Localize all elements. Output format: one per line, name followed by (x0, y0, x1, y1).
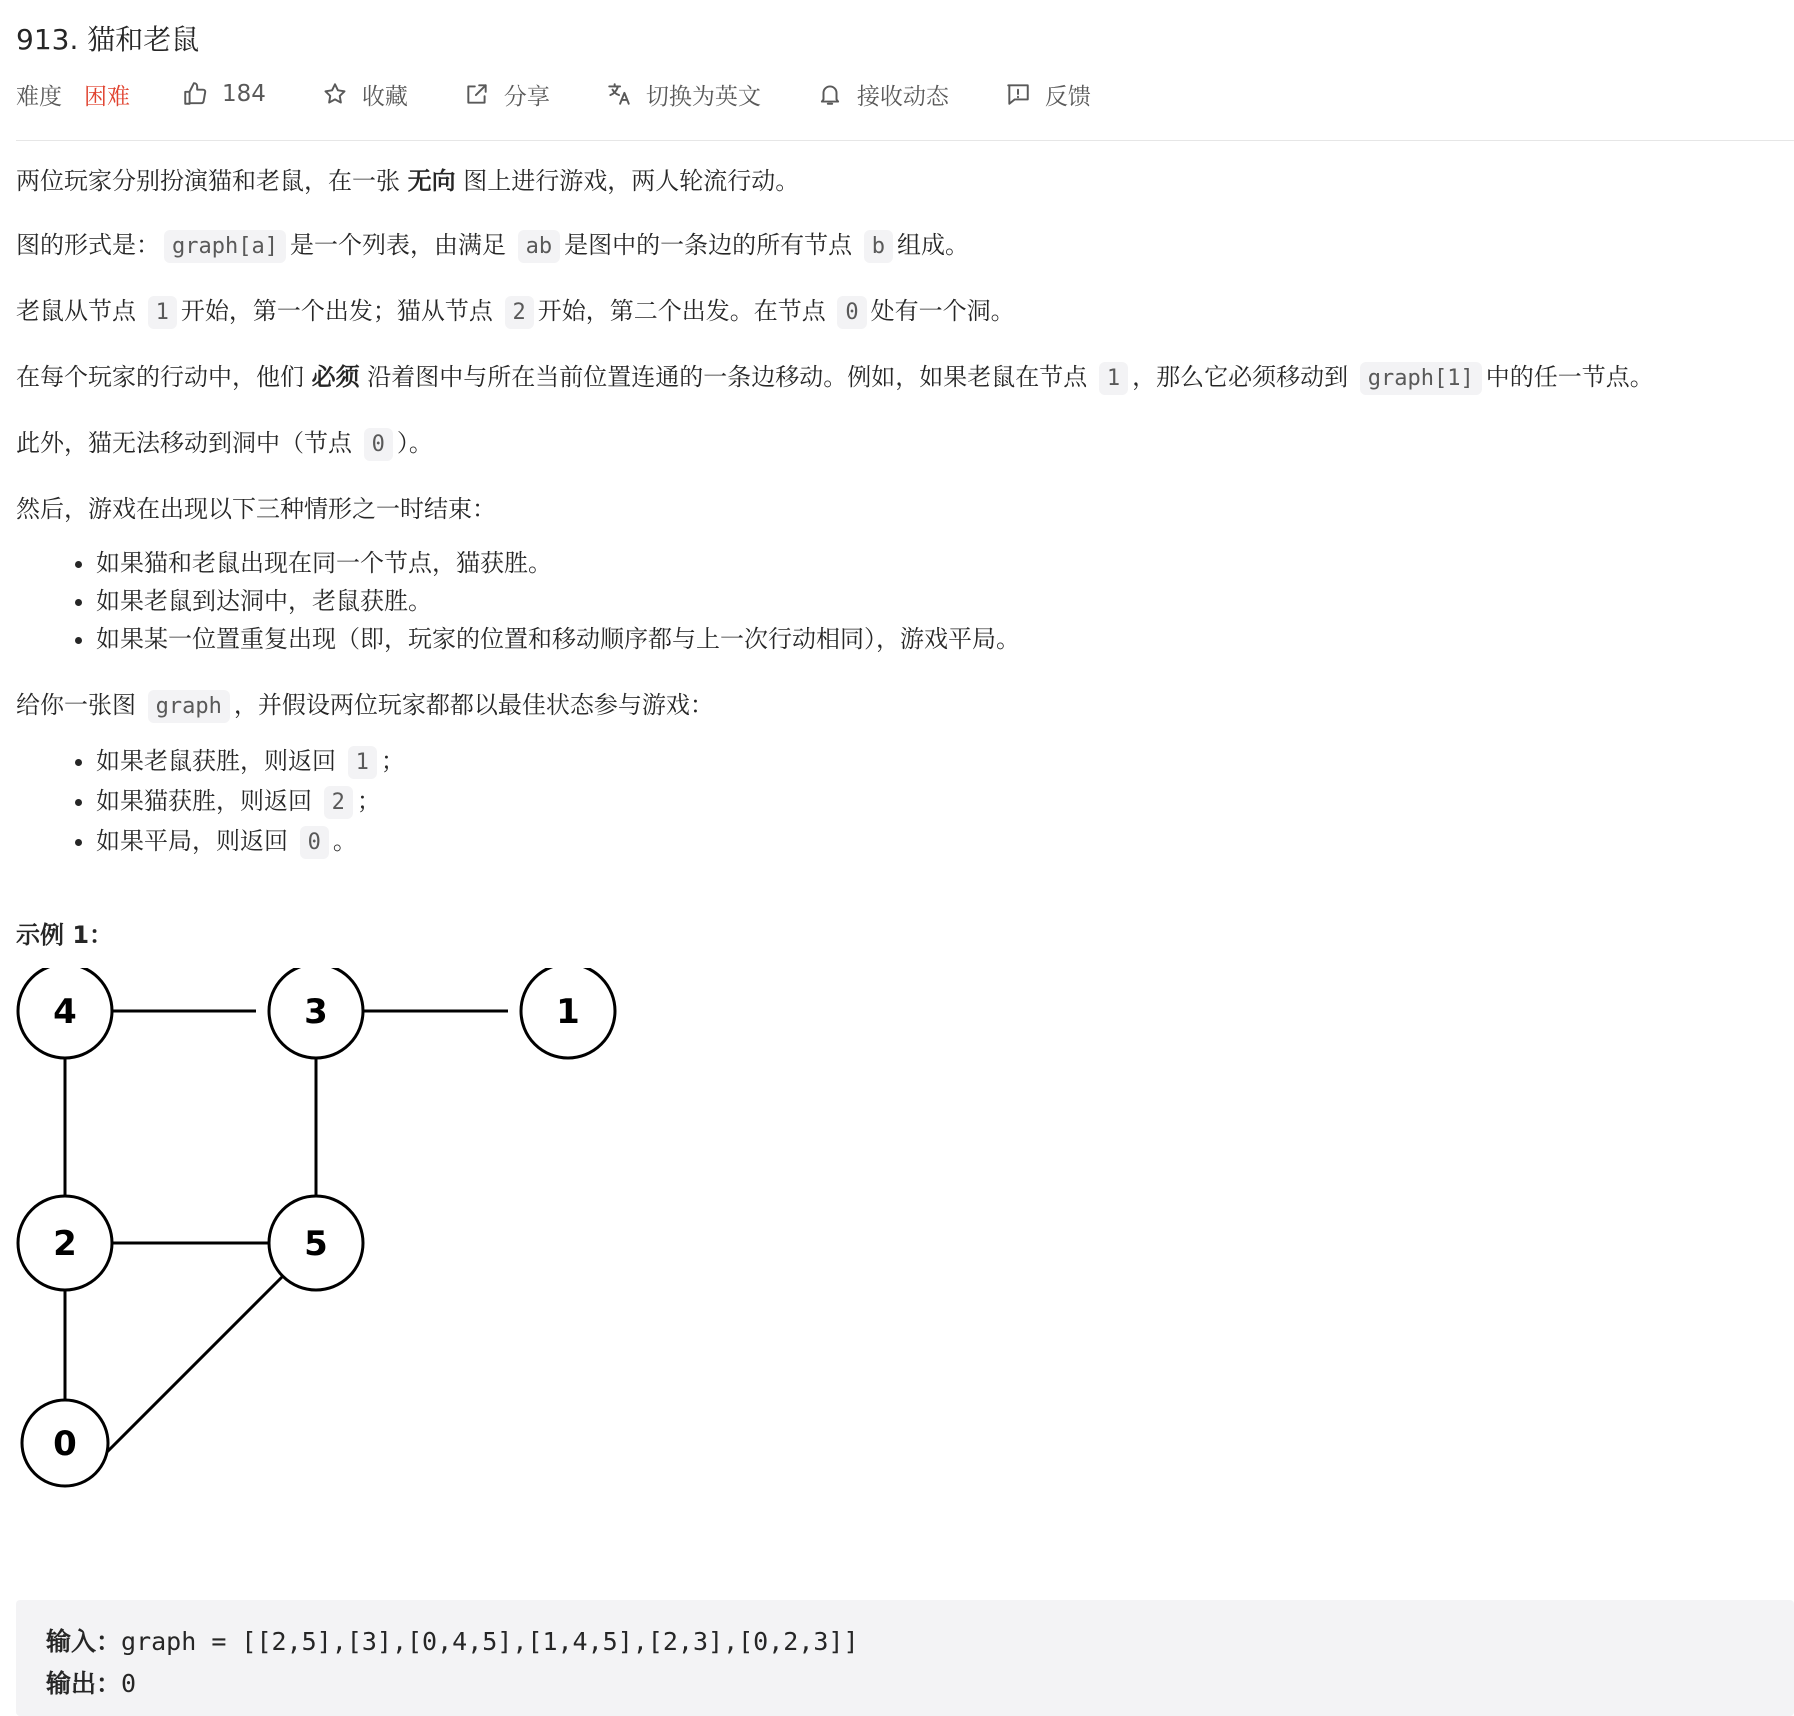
text: 开始，第二个出发。在节点 (537, 297, 834, 325)
list-item (96, 822, 1794, 862)
list-item: • 如果老鼠到达洞中，老鼠获胜。 (96, 582, 1794, 620)
text: ，并假设两位玩家都都以最佳状态参与游戏： (233, 691, 714, 719)
text: 图的形式是： (16, 231, 160, 259)
inline-code: 0 (300, 826, 329, 859)
share-icon (464, 81, 490, 107)
like-button[interactable] (182, 81, 266, 107)
inline-code: 0 (837, 296, 866, 329)
node-label: 0 (53, 1424, 77, 1464)
return-values-list (16, 742, 1794, 862)
inline-code: graph[a] (164, 230, 286, 263)
node-label: 4 (53, 992, 77, 1032)
share-button[interactable] (464, 78, 550, 111)
favorite-button[interactable] (322, 78, 408, 111)
paragraph-intro (16, 164, 1794, 198)
graph-node-5 (269, 1196, 363, 1290)
inline-code: b (864, 230, 893, 263)
node-label: 1 (556, 992, 580, 1032)
paragraph-move-rule (16, 360, 1794, 396)
list-item (96, 782, 1794, 822)
feedback-button[interactable] (1005, 78, 1091, 111)
inline-code: 1 (348, 746, 377, 779)
paragraph-hole-rule (16, 426, 1794, 462)
text: 中的任一节点。 (1485, 363, 1654, 391)
inline-code: graph (148, 690, 230, 723)
graph-node-3 (269, 968, 363, 1058)
text: 是一个列表，由满足 (289, 231, 514, 259)
text: ； (380, 747, 405, 775)
node-label: 5 (304, 1224, 328, 1264)
text: 如果平局，则返回 (96, 827, 296, 855)
emphasis: 无向 (407, 167, 456, 195)
node-label: 2 (53, 1224, 77, 1264)
example-input-line (46, 1622, 859, 1658)
problem-meta-bar (16, 72, 1147, 116)
text: 老鼠从节点 (16, 297, 144, 325)
inline-code: 0 (364, 428, 393, 461)
input-value: graph = [[2,5],[3],[0,4,5],[1,4,5],[2,3],[0,2,3]] (121, 1627, 859, 1656)
text: 组成。 (897, 231, 969, 259)
header-divider (16, 140, 1794, 141)
end-conditions-list (16, 544, 1794, 658)
inline-code: 2 (324, 786, 353, 819)
subscribe-button[interactable] (817, 78, 949, 111)
graph-node-0 (22, 1400, 108, 1486)
favorite-label: 收藏 (361, 83, 408, 110)
paragraph-end-intro: 然后，游戏在出现以下三种情形之一时结束： (16, 495, 496, 523)
text: ）。 (396, 429, 433, 457)
translate-icon (606, 81, 632, 107)
text: 是图中的一条边的所有节点 (564, 231, 860, 259)
text: ，那么它必须移动到 (1132, 363, 1356, 391)
output-value: 0 (121, 1669, 137, 1698)
example-label: 示例 1： (16, 921, 114, 949)
text: 沿着图中与所在当前位置连通的一条边移动。例如，如果老鼠在节点 (359, 363, 1095, 391)
problem-title: 913. 猫和老鼠 (16, 23, 200, 56)
example-graph (16, 968, 656, 1488)
text: 在每个玩家的行动中，他们 (16, 363, 312, 391)
text: 如果猫获胜，则返回 (96, 787, 320, 815)
text: 此外，猫无法移动到洞中（节点 (16, 429, 360, 457)
translate-label: 切换为英文 (645, 83, 761, 110)
inline-code: 2 (505, 296, 534, 329)
edge-5-0 (98, 1276, 283, 1461)
paragraph-graph-format (16, 228, 1794, 264)
text: 给你一张图 (16, 691, 144, 719)
feedback-icon (1005, 81, 1031, 107)
difficulty-label: 难度 (16, 83, 62, 110)
graph-node-2 (18, 1196, 112, 1290)
star-icon (322, 81, 348, 107)
text: 如果老鼠获胜，则返回 (96, 747, 344, 775)
share-label: 分享 (503, 83, 550, 110)
like-count: 184 (222, 81, 266, 107)
subscribe-label: 接收动态 (856, 83, 949, 110)
bell-icon (817, 81, 843, 107)
input-label: 输入： (46, 1627, 122, 1656)
text: 。 (332, 827, 357, 855)
example-output-line (46, 1664, 136, 1700)
text: 两位玩家分别扮演猫和老鼠，在一张 (16, 167, 408, 195)
feedback-label: 反馈 (1044, 83, 1091, 110)
example-io-block (16, 1600, 1794, 1716)
text: 开始，第一个出发；猫从节点 (180, 297, 501, 325)
emphasis: 必须 (311, 363, 360, 391)
text: ； (356, 787, 381, 815)
node-label: 3 (304, 992, 328, 1032)
list-item: • 如果猫和老鼠出现在同一个节点，猫获胜。 (96, 544, 1794, 582)
inline-code: graph[1] (1360, 362, 1482, 395)
paragraph-given (16, 688, 1794, 724)
inline-code: 1 (1099, 362, 1128, 395)
list-item: • 如果某一位置重复出现（即，玩家的位置和移动顺序都与上一次行动相同），游戏平局。 (96, 620, 1794, 658)
inline-code: 1 (148, 296, 177, 329)
problem-description (16, 164, 1794, 1488)
output-label: 输出： (46, 1669, 122, 1698)
graph-node-1 (521, 968, 615, 1058)
translate-button[interactable] (606, 78, 761, 111)
inline-code: ab (518, 230, 561, 263)
graph-diagram (16, 968, 656, 1488)
text: 图上进行游戏，两人轮流行动。 (455, 167, 800, 195)
difficulty-badge: 困难 (84, 83, 130, 110)
thumbs-up-icon (182, 81, 208, 107)
list-item (96, 742, 1794, 782)
graph-node-4 (18, 968, 112, 1058)
text: 处有一个洞。 (870, 297, 1015, 325)
paragraph-start (16, 294, 1794, 330)
